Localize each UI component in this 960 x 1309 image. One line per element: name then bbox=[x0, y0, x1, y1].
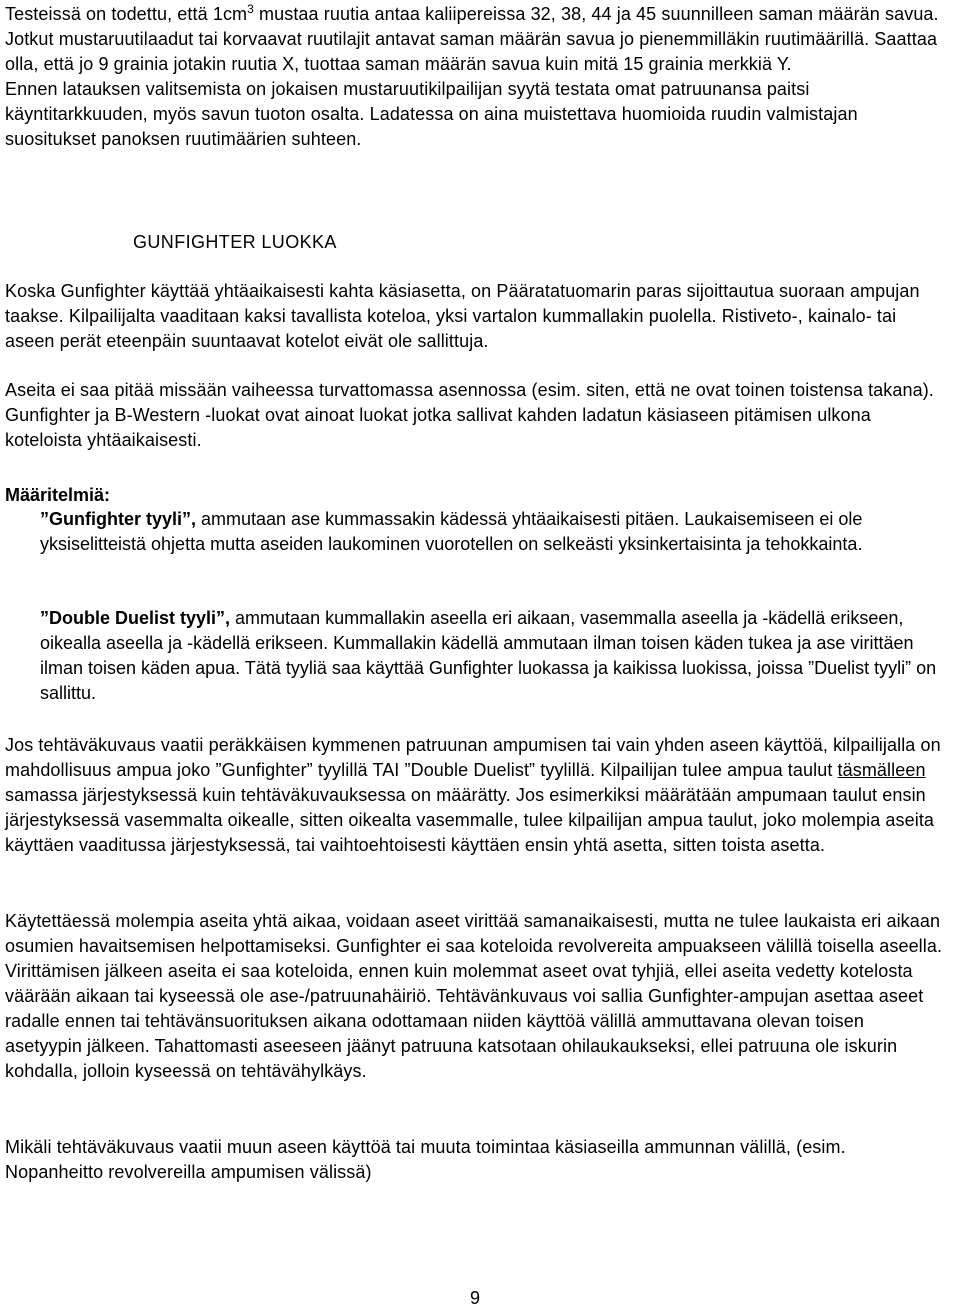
paragraph-other-weapon: Mikäli tehtäväkuvaus vaatii muun aseen käyttöä tai muuta toimintaa käsiaseilla ammunnan välillä, (esim. Nopanheitto revolvereilla ampumisen välissä) bbox=[5, 1137, 846, 1182]
paragraph-holsters: Koska Gunfighter käyttää yhtäaikaisesti kahta käsiasetta, on Pääratatuomarin paras sijoittautua suoraan ampujan taakse. Kilpailijalta vaaditaan kaksi tavallista koteloa, yksi vartalon kummallakin puolella. Ristiveto-, kainalo- tai aseen perät eteenpäin suuntaavat kotelot eivät ole sallittuja. bbox=[5, 281, 920, 351]
definition-term: ”Double Duelist tyyli”, bbox=[40, 608, 231, 628]
superscript-3: 3 bbox=[247, 2, 254, 16]
paragraph-shooting-order bbox=[5, 733, 945, 858]
paragraph-simultaneous-use: Käytettäessä molempia aseita yhtä aikaa, voidaan aseet virittää samanaikaisesti, mutta ne tulee laukaista eri aikaan osumien havaitsemisen helpottamiseksi. Gunfighter ei saa koteloida revolvereita ampuakseen välillä toisella aseella. Virittämisen jälkeen aseita ei saa koteloida, ennen kuin molemmat aseet ovat tyhjiä, ellei aseita vedetty kotelosta väärään aikaan tai kyseessä ole ase-/patruunahäiriö. Tehtävänkuvaus voi sallia Gunfighter-ampujan asettaa aseet radalle ennen tai tehtävänsuorituksen aikana odottamaan niiden käyttöä välillä ammuttavana olevan toisen asetyypin jälkeen. Tahattomasti aseeseen jäänyt patruuna katsotaan ohilaukaukseksi, ellei patruuna ole iskurin kohdalla, jolloin kyseessä on tehtävähylkäys. bbox=[5, 911, 943, 1081]
paragraph-text: Jos tehtäväkuvaus vaatii peräkkäisen kymmenen patruunan ampumisen tai vain yhden aseen käyttöä, kilpailijalla on mahdollisuus ampua joko ”Gunfighter” tyylillä TAI ”Double Duelist” tyylillä. Kilpailijan tulee ampua taulut bbox=[5, 735, 941, 780]
intro-text-2: mustaa ruutia antaa kaliipereissa 32, 38, 44 ja 45 suunnilleen saman määrän savua. Jotkut mustaruutilaadut tai korvaavat ruutilajit antavat saman määrän savua jo pienemmilläkin ruutimäärillä. Saattaa olla, että jo 9 grainia jotakin ruutia X, tuottaa saman määrän savua kuin mitä 15 grainia merkkiä Y. bbox=[5, 4, 939, 74]
paragraph-safety: Aseita ei saa pitää missään vaiheessa turvattomassa asennossa (esim. siten, että ne ovat toinen toistensa takana). Gunfighter ja B-Western -luokat ovat ainoat luokat jotka sallivat kahden ladatun käsiaseen pitämisen ulkona koteloista yhtäaikaisesti. bbox=[5, 380, 934, 450]
definition-term: ”Gunfighter tyyli”, bbox=[40, 509, 197, 529]
definition-text: ammutaan kummallakin aseella eri aikaan, vasemmalla aseella ja -kädellä erikseen, oikealla aseella ja -kädellä erikseen. Kummallakin kädellä ammutaan ilman toisen käden tukea ja ase virittäen ilman toisen käden apua. Tätä tyyliä saa käyttää Gunfighter luokassa ja kaikissa luokissa, joissa ”Duelist tyyli” on sallittu. bbox=[40, 608, 937, 703]
definition-text: ammutaan ase kummassakin kädessä yhtäaikaisesti pitäen. Laukaisemiseen ei ole yksiselitteistä ohjetta mutta aseiden laukominen vuorotellen on selkeästi yksinkertaisinta ja tehokkainta. bbox=[40, 509, 863, 554]
paragraph-text: samassa järjestyksessä kuin tehtäväkuvauksessa on määrätty. Jos esimerkiksi määrätään ampumaan taulut ensin järjestyksessä vasemmalta oikealle, sitten oikealta vasemmalle, tulee kilpailijan ampua taulut, joko molempia aseita käyttäen vaaditussa järjestyksessä, tai vaihtoehtoisesti käyttäen ensin yhtä asetta, sitten toista asetta. bbox=[5, 785, 935, 855]
intro-paragraph bbox=[5, 2, 945, 152]
section-heading: GUNFIGHTER LUOKKA bbox=[133, 232, 337, 252]
page-number: 9 bbox=[470, 1288, 481, 1308]
definition-double-duelist bbox=[40, 606, 960, 706]
definition-gunfighter bbox=[40, 507, 960, 557]
intro-text-1: Testeissä on todettu, että 1cm bbox=[5, 4, 248, 24]
underlined-word: täsmälleen bbox=[837, 760, 926, 780]
definitions-title: Määritelmiä: bbox=[5, 485, 111, 505]
intro-text-3: Ennen latauksen valitsemista on jokaisen mustaruutikilpailijan syytä testata omat patruunansa paitsi käyntitarkkuuden, myös savun tuoton osalta. Ladatessa on aina muistettava huomioida ruudin valmistajan suositukset panoksen ruutimäärien suhteen. bbox=[5, 79, 858, 149]
